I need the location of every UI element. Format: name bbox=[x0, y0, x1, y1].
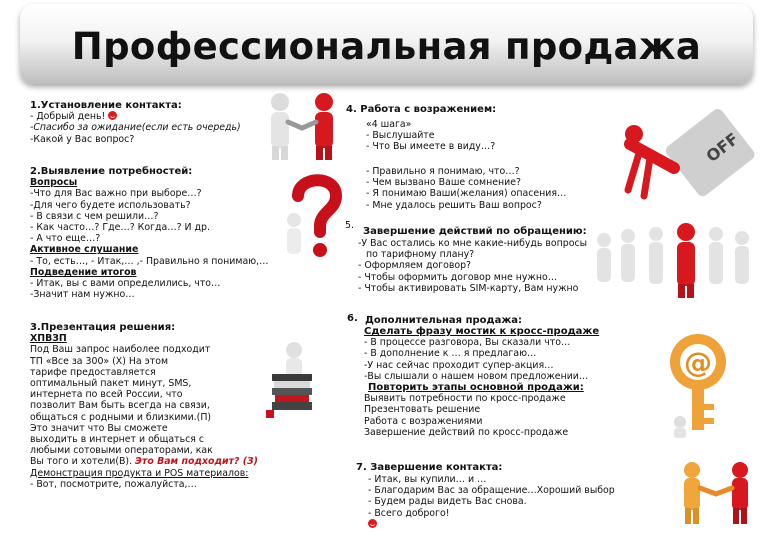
s2-questions-title: Вопросы bbox=[30, 177, 78, 189]
s4-line-3: - Правильно я понимаю, что…? bbox=[366, 166, 520, 177]
svg-text:@: @ bbox=[684, 346, 712, 379]
s3-closing-question: Это Вам подходит? (З) bbox=[135, 456, 258, 468]
s2-summary-2: -Значит нам нужно… bbox=[30, 289, 135, 301]
s3-last-line: - Вот, посмотрите, пожалуйста,… bbox=[30, 478, 197, 490]
s6-bridge-title: Сделать фразу мостик к кросс-продаже bbox=[364, 326, 600, 337]
s7-line-1: - Итак, вы купили… и … bbox=[368, 474, 487, 485]
s4-line-4: - Чем вызвано Ваше сомнение? bbox=[366, 177, 521, 189]
section-7-lines bbox=[368, 474, 615, 530]
s3-line-6: позволит Вам быть всегда на связи, bbox=[30, 400, 210, 412]
s3-line-2: ТП «Все за 300» (Х) На этом bbox=[30, 355, 169, 367]
s6-line-3: -У нас сейчас проходит супер-акция… bbox=[364, 359, 554, 371]
s4-sub: «4 шага» bbox=[366, 119, 412, 130]
handshake-illustration-2 bbox=[676, 460, 760, 530]
section-6-body bbox=[364, 326, 599, 438]
section-4-steps-2 bbox=[366, 166, 566, 211]
key-email-illustration bbox=[662, 330, 752, 440]
s1-line-1: - Добрый день! bbox=[30, 111, 106, 123]
section-3 bbox=[30, 322, 258, 490]
s6-step-3: Работа с возражениями bbox=[364, 415, 483, 427]
s7-number: 7. bbox=[356, 462, 367, 473]
s6-step-1: Выявить потребности по кросс-продаже bbox=[364, 393, 566, 405]
s3-line-4: оптимальный пакет минут, SMS, bbox=[30, 378, 192, 390]
s3-line-10: любыми сотовыми операторами, как bbox=[30, 445, 213, 457]
off-switch-illustration bbox=[610, 110, 760, 210]
s3-line-3: тарифе предоставляется bbox=[30, 366, 156, 378]
s5-line-2: по тарифному плану? bbox=[366, 249, 475, 261]
s3-line-8: Это значит что Вы сможете bbox=[30, 422, 168, 434]
section-4-steps bbox=[366, 119, 495, 153]
section-5-heading: Завершение действий по обращению: bbox=[363, 226, 587, 237]
s6-line-2: - В дополнение к … я предлагаю… bbox=[364, 348, 537, 360]
section-2 bbox=[30, 166, 268, 300]
s3-method-title: ХПВЗП bbox=[30, 333, 67, 345]
section-1 bbox=[30, 100, 241, 145]
books-illustration bbox=[262, 340, 322, 420]
s2-listening-line: - То, есть…, - Итак,… ,- Правильно я понимаю,… bbox=[30, 255, 269, 267]
s2-listening-title: Активное слушание bbox=[30, 244, 139, 256]
s3-line-1: Под Ваш запрос наиболее подходит bbox=[30, 344, 211, 356]
s1-line-3: -Какой у Вас вопрос? bbox=[30, 133, 135, 145]
s2-summary-1: - Итак, вы с вами определились, что… bbox=[30, 278, 221, 290]
s4-line-2: - Что Вы имеете в виду…? bbox=[366, 141, 496, 153]
s3-demo-title: Демонстрация продукта и POS материалов: bbox=[30, 467, 249, 479]
s6-repeat-title: Повторить этапы основной продажи: bbox=[368, 382, 584, 394]
s2-summary-title: Подведение итогов bbox=[30, 266, 137, 278]
s4-line-1: - Выслушайте bbox=[366, 130, 435, 142]
s4-line-6: - Мне удалось решить Ваш вопрос? bbox=[366, 199, 542, 211]
s5-number: 5. bbox=[345, 220, 354, 231]
s2-q-4: - Как часто…? Где…? Когда…? И др. bbox=[30, 222, 210, 234]
s2-q-1: -Что для Вас важно при выборе…? bbox=[30, 188, 202, 200]
section-3-heading: 3.Презентация решения: bbox=[30, 322, 176, 333]
handshake-illustration bbox=[262, 90, 342, 162]
s7-line-3: - Будем рады видеть Вас снова. bbox=[368, 496, 527, 508]
s5-line-5: - Чтобы активировать SIM-карту, Вам нужно bbox=[358, 282, 579, 294]
s6-line-4: -Вы слышали о нашем новом предложении… bbox=[364, 370, 589, 382]
s2-q-5: - А что еще…? bbox=[30, 233, 101, 245]
section-1-heading: 1.Установление контакта: bbox=[30, 100, 182, 111]
s5-line-4: - Чтобы оформить договор мне нужно… bbox=[358, 271, 558, 283]
s5-line-1: -У Вас остались ко мне какие-нибудь вопросы bbox=[358, 238, 588, 249]
s7-line-4: - Всего доброго! bbox=[368, 507, 450, 519]
smiley-icon bbox=[108, 111, 117, 120]
s3-line-11: Вы того и хотели(В). bbox=[30, 456, 133, 468]
s4-line-5: - Я понимаю Ваши(желания) опасения… bbox=[366, 188, 567, 200]
s1-line-2: -Спасибо за ожидание(если есть очередь) bbox=[30, 122, 241, 134]
section-2-heading: 2.Выявление потребностей: bbox=[30, 166, 193, 177]
section-6-heading: Дополнительная продажа: bbox=[365, 315, 523, 326]
s6-line-1: - В процессе разговора, Вы сказали что… bbox=[364, 337, 571, 349]
s7-line-2: - Благодарим Вас за обращение…Хороший выбор bbox=[368, 485, 615, 497]
section-4-heading: Работа с возражением: bbox=[360, 104, 497, 115]
people-group-illustration bbox=[592, 220, 772, 300]
question-mark-illustration bbox=[280, 170, 350, 262]
s3-line-9: выходить в интернет и общаться с bbox=[30, 434, 205, 446]
s3-line-7: общаться с родными и близкими.(П) bbox=[30, 411, 212, 423]
s2-q-2: -Для чего будете использовать? bbox=[30, 199, 191, 211]
s5-line-3: - Оформляем договор? bbox=[358, 260, 472, 272]
off-sign-text: OFF bbox=[702, 129, 743, 166]
section-7-heading: Завершение контакта: bbox=[370, 462, 503, 473]
s4-number: 4. bbox=[346, 104, 357, 115]
section-5-lines bbox=[358, 238, 587, 294]
s6-number: 6. bbox=[347, 313, 358, 324]
s6-step-2: Презентовать решение bbox=[364, 404, 481, 416]
page-title: Профессиональная продажа bbox=[71, 25, 702, 68]
section-4 bbox=[346, 104, 496, 115]
s3-line-5: интернета по всей России, что bbox=[30, 389, 183, 401]
s2-q-3: - В связи с чем решили…? bbox=[30, 210, 159, 222]
smiley-icon-2 bbox=[368, 519, 377, 528]
s6-step-4: Завершение действий по кросс-продаже bbox=[364, 426, 569, 438]
